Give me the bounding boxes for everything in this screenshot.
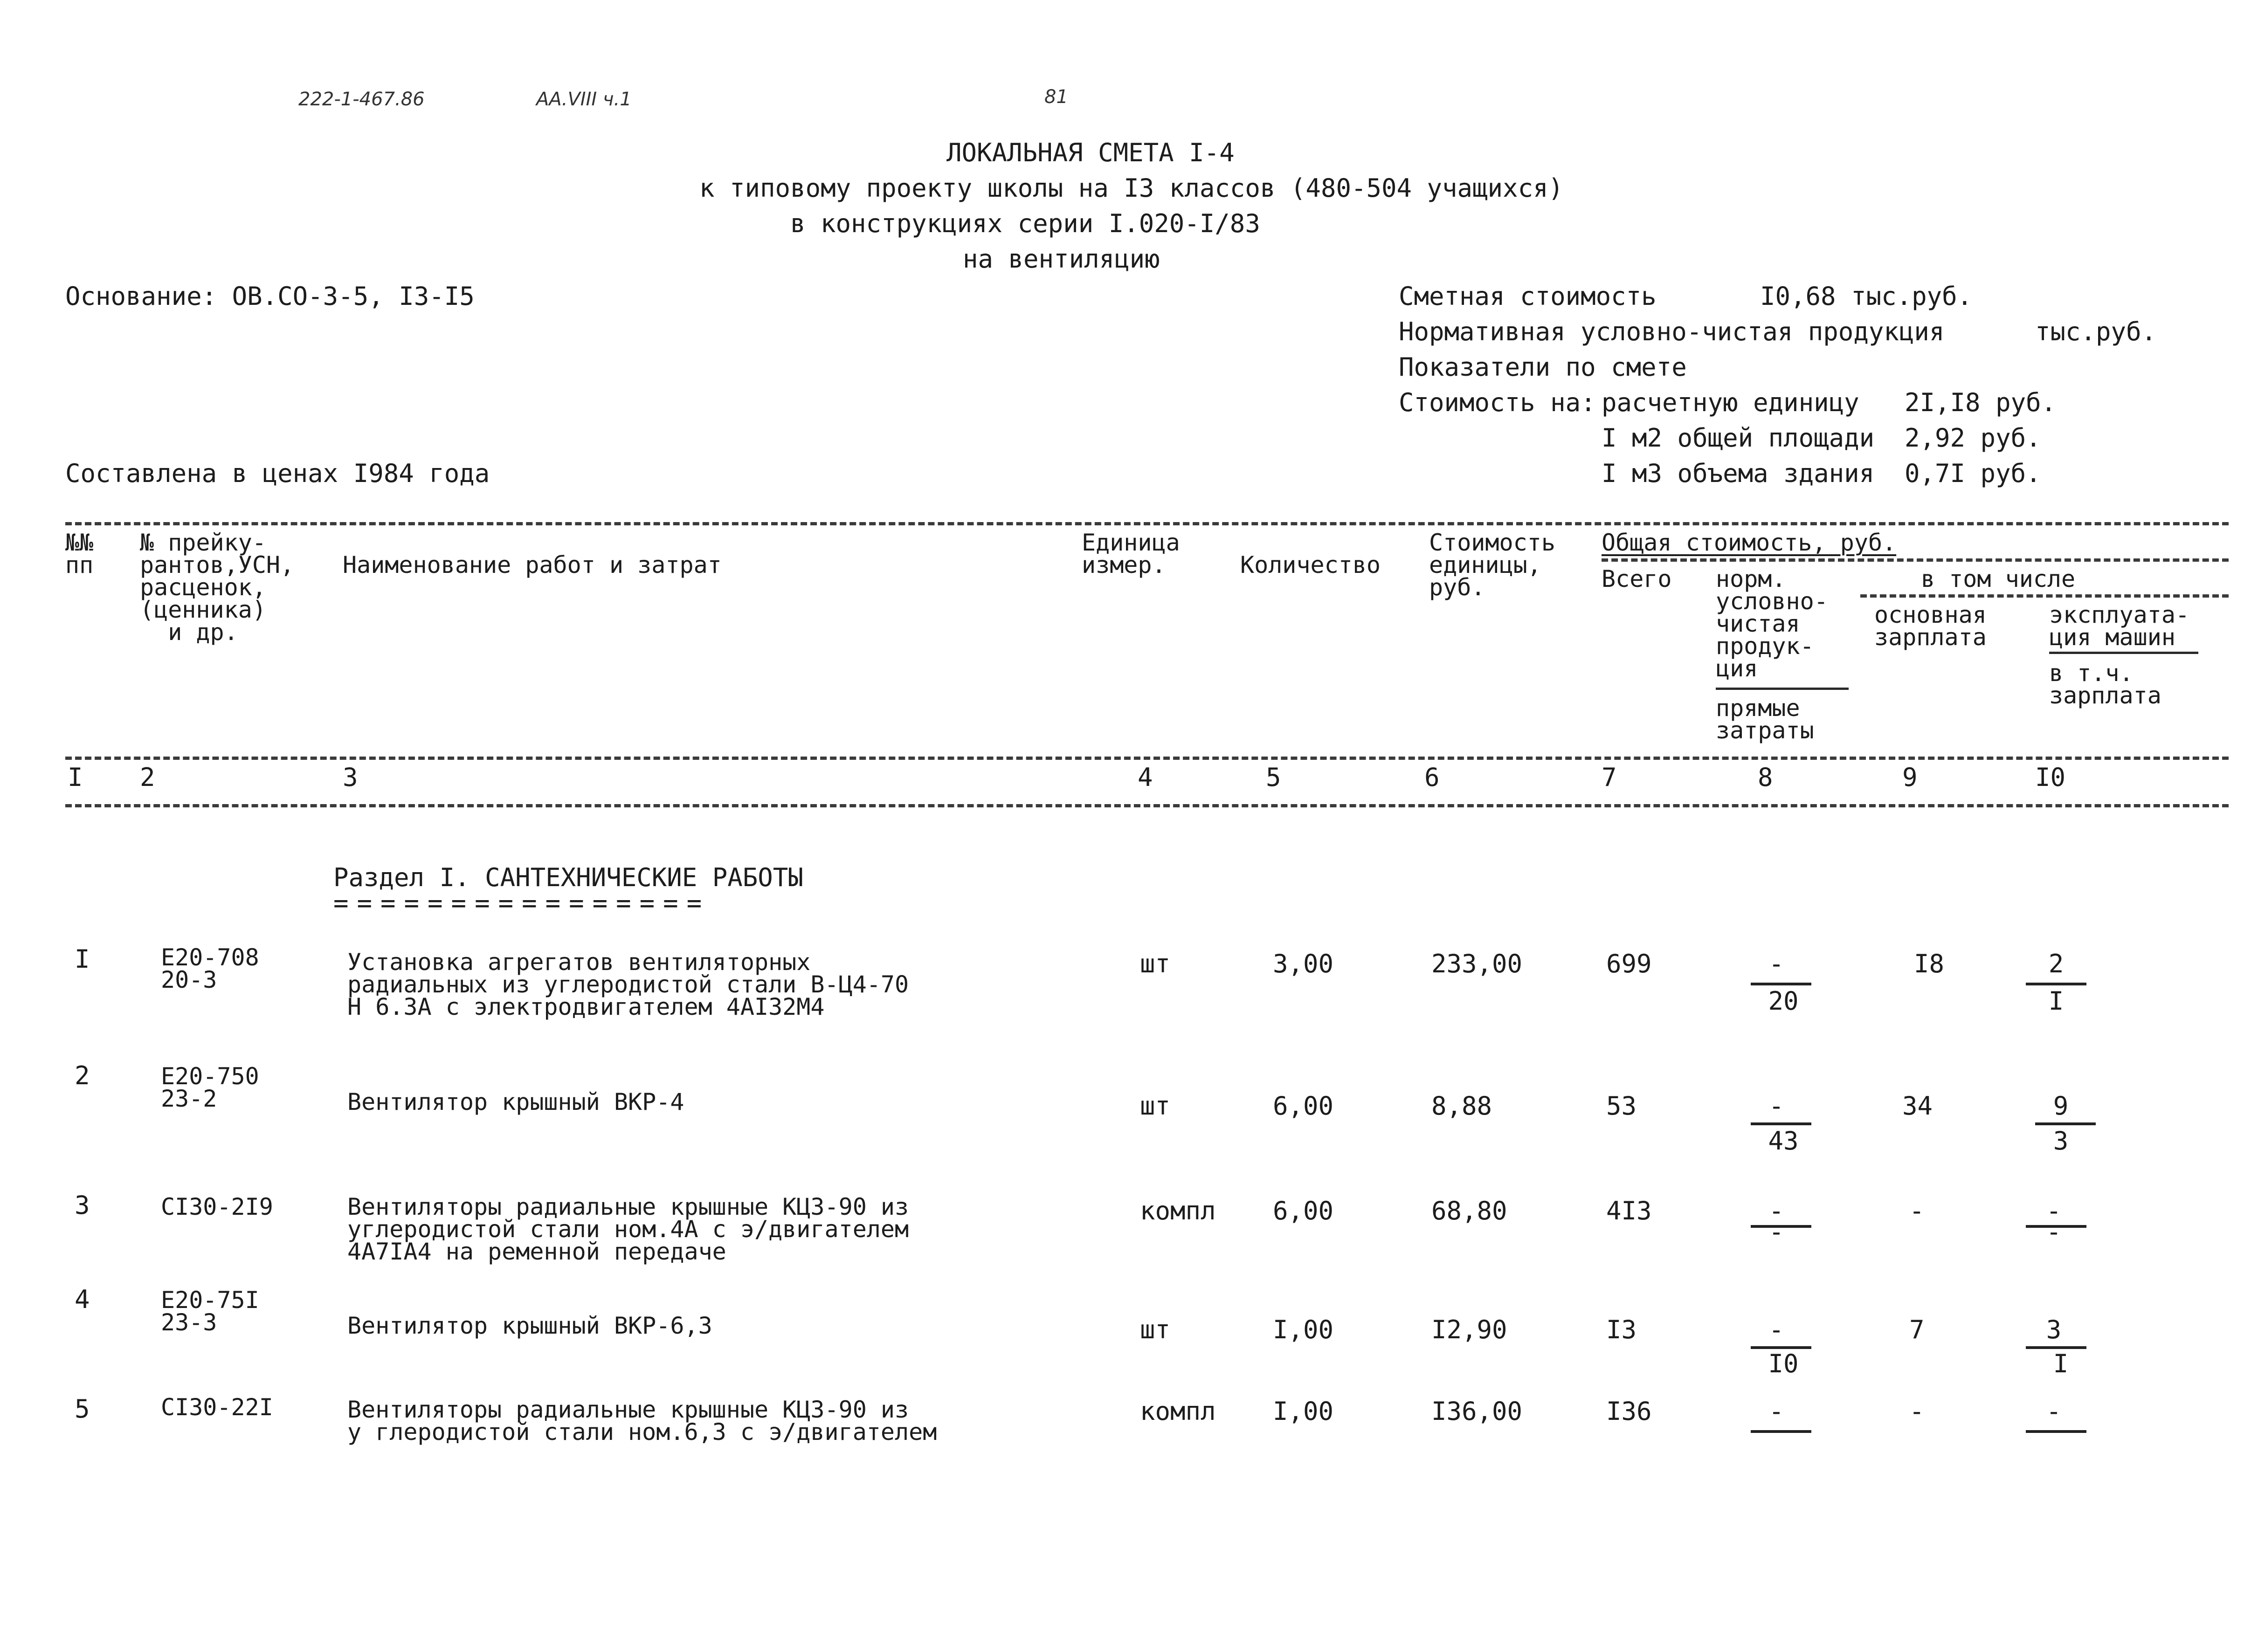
header-total-all: Всего xyxy=(1602,565,1672,592)
row-base-salary: 34 xyxy=(1902,1091,1933,1121)
column-number: I0 xyxy=(2035,763,2066,792)
column-number: I xyxy=(68,763,83,792)
header-bottom-rule xyxy=(65,757,2229,760)
row-base-salary: I8 xyxy=(1914,949,1945,978)
row-number: 2 xyxy=(75,1061,90,1090)
row-work-name: Вентилятор крышный ВКР-6,3 xyxy=(347,1312,712,1339)
row-net-product: - xyxy=(1768,1397,1784,1426)
row-price-code: Е20-708 20-3 xyxy=(161,944,259,993)
row-number: I xyxy=(75,944,90,974)
column-number: 5 xyxy=(1266,763,1281,792)
header-direct-costs: прямые затраты xyxy=(1716,695,1814,744)
fraction-bar xyxy=(1751,1430,1811,1433)
header-row-number: №№ пп xyxy=(65,529,94,578)
fraction-bar xyxy=(1751,983,1811,985)
row-unit: шт xyxy=(1140,1091,1171,1121)
row-unit-cost: 233,00 xyxy=(1431,949,1523,978)
row-machine-salary: I xyxy=(2048,986,2064,1016)
volume-cost-label: I м3 объема здания xyxy=(1602,459,1875,488)
c10-divider xyxy=(2049,652,2198,654)
document-code: 222-1-467.86 xyxy=(298,89,425,110)
column-number: 2 xyxy=(140,763,155,792)
cost-on-label: Стоимость на: xyxy=(1399,388,1596,417)
row-work-name: Вентиляторы радиальные крышные КЦ3-90 из у глеродистой стали ном.6,3 с э/двигателем xyxy=(347,1396,937,1446)
row-unit-cost: I36,00 xyxy=(1431,1397,1523,1426)
row-direct-costs: - xyxy=(1768,1217,1784,1246)
row-total: I3 xyxy=(1606,1315,1637,1344)
row-unit-cost: I2,90 xyxy=(1431,1315,1507,1344)
header-machine-operation: эксплуата- ция машин xyxy=(2049,601,2190,651)
row-work-name: Вентилятор крышный ВКР-4 xyxy=(347,1088,684,1115)
row-unit-cost: 68,80 xyxy=(1431,1196,1507,1225)
row-quantity: 6,00 xyxy=(1273,1091,1334,1121)
title-line-2: к типовому проекту школы на I3 классов (480-504 учащихся) xyxy=(699,173,1564,203)
row-price-code: СI30-2I9 xyxy=(161,1193,273,1220)
row-machine-operation: - xyxy=(2046,1397,2062,1426)
title-line-3: в конструкциях серии I.020-I/83 xyxy=(790,209,1260,238)
column-number: 9 xyxy=(1902,763,1918,792)
area-cost-label: I м2 общей площади xyxy=(1602,423,1875,453)
header-work-name: Наименование работ и затрат xyxy=(343,551,722,578)
row-machine-salary: I xyxy=(2053,1349,2069,1378)
header-unit-cost: Стоимость единицы, руб. xyxy=(1429,529,1555,601)
album-number: АА.VIII ч.1 xyxy=(536,89,632,110)
row-machine-salary: - xyxy=(2046,1217,2062,1246)
row-direct-costs: I0 xyxy=(1768,1349,1799,1378)
page-number: 81 xyxy=(1044,86,1068,108)
row-machine-operation: - xyxy=(2046,1196,2062,1225)
basis: Основание: ОВ.СО-3-5, I3-I5 xyxy=(65,282,475,311)
row-unit: компл xyxy=(1140,1397,1216,1426)
indicators-label: Показатели по смете xyxy=(1399,352,1687,382)
row-price-code: СI30-22I xyxy=(161,1394,273,1421)
cost-value: I0,68 тыс.руб. xyxy=(1760,282,1973,311)
header-price-code: № прейку- рантов,УСН, расценок, (ценника) и др. xyxy=(140,529,295,646)
column-number: 4 xyxy=(1138,763,1153,792)
fraction-bar xyxy=(2026,983,2086,985)
row-net-product: - xyxy=(1768,1315,1784,1344)
norm-label: Нормативная условно-чистая продукция xyxy=(1399,317,1945,346)
unit-cost-label: расчетную единицу xyxy=(1602,388,1859,417)
row-base-salary: - xyxy=(1909,1196,1925,1225)
row-machine-operation: 9 xyxy=(2053,1091,2069,1121)
row-work-name: Вентиляторы радиальные крышные КЦ3-90 из углеродистой стали ном.4А с э/двигателем 4А7IА4 на ременной передаче xyxy=(347,1193,909,1265)
header-net-product: норм. условно- чистая продук- ция xyxy=(1716,565,1828,682)
row-total: 4I3 xyxy=(1606,1196,1652,1225)
incl-rule xyxy=(1860,594,2229,598)
header-total-cost: Общая стоимость, руб. xyxy=(1602,529,1897,556)
row-quantity: 3,00 xyxy=(1273,949,1334,978)
row-total: I36 xyxy=(1606,1397,1652,1426)
row-direct-costs: 43 xyxy=(1768,1126,1799,1156)
header-unit: Единица измер. xyxy=(1082,529,1180,578)
row-base-salary: 7 xyxy=(1909,1315,1925,1344)
fraction-bar xyxy=(2026,1430,2086,1433)
row-machine-salary: 3 xyxy=(2053,1126,2069,1156)
row-machine-operation: 3 xyxy=(2046,1315,2062,1344)
row-quantity: I,00 xyxy=(1273,1315,1334,1344)
row-net-product: - xyxy=(1768,1091,1784,1121)
row-net-product: - xyxy=(1768,949,1784,978)
row-net-product: - xyxy=(1768,1196,1784,1225)
section-title: Раздел I. САНТЕХНИЧЕСКИЕ РАБОТЫ xyxy=(333,863,803,892)
row-unit: шт xyxy=(1140,1315,1171,1344)
row-base-salary: - xyxy=(1909,1397,1925,1426)
column-number: 7 xyxy=(1602,763,1617,792)
fraction-bar xyxy=(1751,1122,1811,1125)
section-title-underline: ================ xyxy=(333,888,711,918)
prices-year: Составлена в ценах I984 года xyxy=(65,459,490,488)
header-base-salary: основная зарплата xyxy=(1874,601,1987,651)
col-numbers-bottom-rule xyxy=(65,804,2229,807)
row-total: 699 xyxy=(1606,949,1652,978)
row-number: 5 xyxy=(75,1394,90,1424)
row-unit-cost: 8,88 xyxy=(1431,1091,1492,1121)
total-cost-rule xyxy=(1602,558,2229,562)
unit-cost-value: 2I,I8 руб. xyxy=(1905,388,2057,417)
row-direct-costs: 20 xyxy=(1768,986,1799,1016)
title-line-1: ЛОКАЛЬНАЯ СМЕТА I-4 xyxy=(946,138,1235,167)
row-price-code: Е20-750 23-2 xyxy=(161,1063,259,1112)
header-quantity: Количество xyxy=(1240,551,1381,578)
row-quantity: I,00 xyxy=(1273,1397,1334,1426)
column-number: 8 xyxy=(1758,763,1773,792)
title-line-4: на вентиляцию xyxy=(963,244,1160,274)
cost-label: Сметная стоимость xyxy=(1399,282,1657,311)
norm-value: тыс.руб. xyxy=(2035,317,2157,346)
column-number: 3 xyxy=(343,763,358,792)
c8-divider xyxy=(1716,688,1849,690)
row-price-code: Е20-75I 23-3 xyxy=(161,1287,259,1336)
volume-cost-value: 0,7I руб. xyxy=(1905,459,2041,488)
row-unit: шт xyxy=(1140,949,1171,978)
row-machine-operation: 2 xyxy=(2048,949,2064,978)
header-machine-salary: в т.ч. зарплата xyxy=(2049,660,2161,709)
header-including: в том числе xyxy=(1921,565,2076,592)
row-number: 3 xyxy=(75,1191,90,1220)
fraction-bar xyxy=(2035,1122,2096,1125)
row-work-name: Установка агрегатов вентиляторных радиальных из углеродистой стали В-Ц4-70 Н 6.3А с электродвигателем 4АI32М4 xyxy=(347,949,909,1020)
row-unit: компл xyxy=(1140,1196,1216,1225)
row-quantity: 6,00 xyxy=(1273,1196,1334,1225)
area-cost-value: 2,92 руб. xyxy=(1905,423,2041,453)
row-total: 53 xyxy=(1606,1091,1637,1121)
row-number: 4 xyxy=(75,1285,90,1314)
column-number: 6 xyxy=(1424,763,1440,792)
header-top-rule xyxy=(65,522,2229,525)
